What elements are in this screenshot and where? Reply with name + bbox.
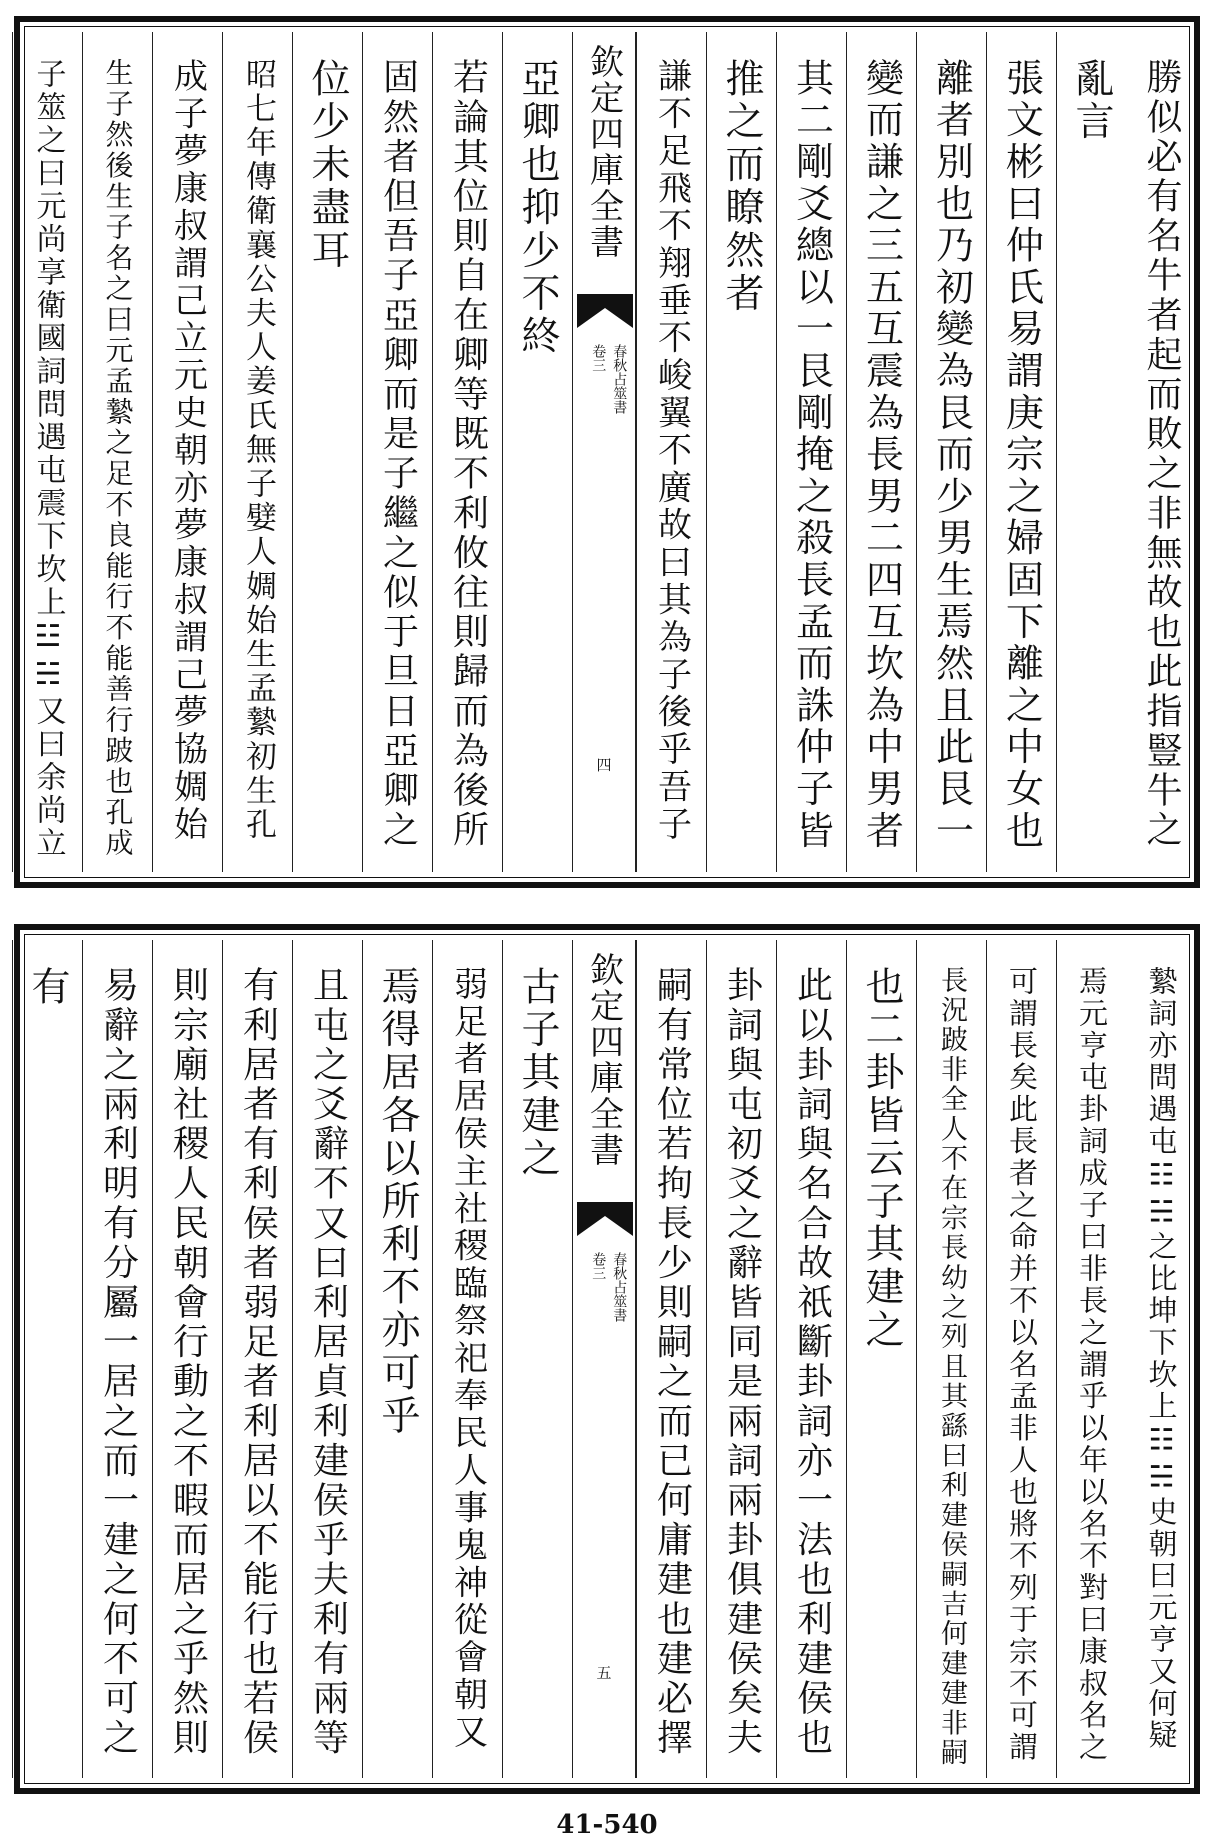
column-text: 推之而瞭然者: [719, 58, 764, 316]
column-text: 其二剛爻總以一艮剛掩之殺長孟而誅仲子皆: [789, 58, 834, 853]
text-column: [362, 32, 432, 872]
text-column: [986, 940, 1056, 1778]
book-subtitle: 春秋占筮書: [611, 344, 628, 414]
column-text: 可謂長矣此長者之命并不以名孟非人也將不列于宗不可謂: [1005, 966, 1039, 1764]
center-fold: [572, 940, 636, 1778]
text-column: [1056, 32, 1126, 872]
fish-tail-ornament: [577, 294, 633, 328]
column-text: 謙不足飛不翔垂不峻翼不廣故曰其為子後乎吾子: [651, 58, 692, 844]
volume-label: [587, 1252, 629, 1322]
text-column: [706, 32, 776, 872]
page-four: [14, 16, 1200, 888]
text-column: [432, 940, 502, 1778]
text-column: [12, 32, 82, 872]
column-text: 有利居者有利侯者弱足者利居以不能行也若侯: [237, 966, 279, 1758]
center-fold: [572, 32, 636, 872]
column-text: 亂言: [1069, 58, 1114, 144]
page-code: 41-540: [556, 1810, 658, 1840]
text-columns: [30, 32, 1184, 872]
column-text: 易辭之兩利明有分屬一居之而一建之何不可之: [97, 966, 139, 1758]
book-subtitle: 春秋占筮書: [611, 1252, 628, 1322]
column-text: 張文彬曰仲氏易謂庚宗之婦固下離之中女也: [999, 58, 1044, 853]
column-text: 古子其建之: [515, 966, 560, 1181]
text-column: [1126, 940, 1196, 1778]
book-title: 欽定四庫全書: [583, 44, 624, 260]
column-text: 昭七年傳衛襄公夫人姜氏無子嬖人婤始生孟縶初生孔: [240, 58, 276, 843]
text-column: [82, 32, 152, 872]
column-text: 亞卿也抑少不終: [515, 58, 560, 359]
column-text: 若論其位則自在卿等既不利攸往則歸而為後所: [447, 58, 489, 850]
column-text: 離者別也乃初變為艮而少男生焉然且此艮一: [929, 58, 974, 853]
column-text: 縶詞亦問遇屯☷☵之比坤下坎上☷☵史朝曰元亨又何疑: [1144, 966, 1179, 1752]
text-column: [776, 940, 846, 1778]
text-column: [916, 940, 986, 1778]
chapter-label: 卷三: [590, 1252, 607, 1280]
text-column: [152, 940, 222, 1778]
text-column: [986, 32, 1056, 872]
column-text: 固然者但吾子亞卿而是子繼之似于旦日亞卿之: [377, 58, 419, 850]
column-text: 此以卦詞與名合故祇斷卦詞亦一法也利建侯也: [791, 966, 833, 1758]
text-column: [1126, 32, 1196, 872]
text-column: [432, 32, 502, 872]
fish-tail-ornament: [577, 1202, 633, 1236]
column-text: 生子然後生子名之曰元孟縶之足不良能行不能善行跛也孔成: [101, 58, 135, 859]
column-text: 嗣有常位若拘長少則嗣之而已何庸建也建必擇: [651, 966, 693, 1758]
column-text: 卦詞與屯初爻之辭皆同是兩詞兩卦俱建侯矣夫: [721, 966, 763, 1758]
text-column: [292, 940, 362, 1778]
folio-number: 四: [594, 757, 613, 772]
text-columns: [25, 940, 1184, 1778]
text-column: [502, 940, 572, 1778]
text-column: [502, 32, 572, 872]
column-text: 也二卦皆云子其建之: [859, 966, 904, 1353]
text-column: [916, 32, 986, 872]
column-text: 位少未盡耳: [305, 58, 350, 273]
column-text: 長況跛非全人不在宗長幼之列且其繇曰利建侯嗣吉何建建非嗣: [936, 966, 967, 1768]
text-column: [846, 32, 916, 872]
text-column: [636, 32, 706, 872]
column-text: 有: [25, 966, 70, 1009]
text-column: [706, 940, 776, 1778]
text-column: [222, 940, 292, 1778]
column-text: 焉得居各以所利不亦可乎: [375, 966, 420, 1438]
column-text: 勝似必有名牛者起而敗之非無故也此指豎牛之: [1141, 58, 1182, 850]
text-column: [846, 940, 916, 1778]
column-text: 子筮之曰元尚享衛國詞問遇屯震下坎上☳☵又曰余尚立: [30, 58, 66, 860]
text-column: [292, 32, 362, 872]
text-column: [12, 940, 82, 1778]
column-text: 則宗廟社稷人民朝會行動之不暇而居之乎然則: [167, 966, 209, 1758]
column-text: 成子夢康叔謂己立元史朝亦夢康叔謂己夢協婤始: [167, 58, 208, 844]
text-column: [362, 940, 432, 1778]
column-text: 弱足者居侯主社稷臨祭祀奉民人事鬼神從會朝又: [447, 966, 488, 1752]
text-column: [152, 32, 222, 872]
column-text: 且屯之爻辭不又曰利居貞利建侯乎夫利有兩等: [307, 966, 349, 1758]
text-column: [82, 940, 152, 1778]
text-column: [636, 940, 706, 1778]
book-title: 欽定四庫全書: [583, 952, 624, 1168]
chapter-label: 卷三: [590, 344, 607, 372]
column-text: 焉元亨屯卦詞成子曰非長之謂乎以年以名不對曰康叔名之: [1075, 966, 1109, 1764]
column-text: 變而謙之三五互震為長男二四互坎為中男者: [859, 58, 904, 853]
folio-number: 五: [594, 1665, 613, 1680]
text-column: [1056, 940, 1126, 1778]
text-column: [776, 32, 846, 872]
page-five: [14, 924, 1200, 1794]
volume-label: [587, 344, 629, 414]
text-column: [222, 32, 292, 872]
